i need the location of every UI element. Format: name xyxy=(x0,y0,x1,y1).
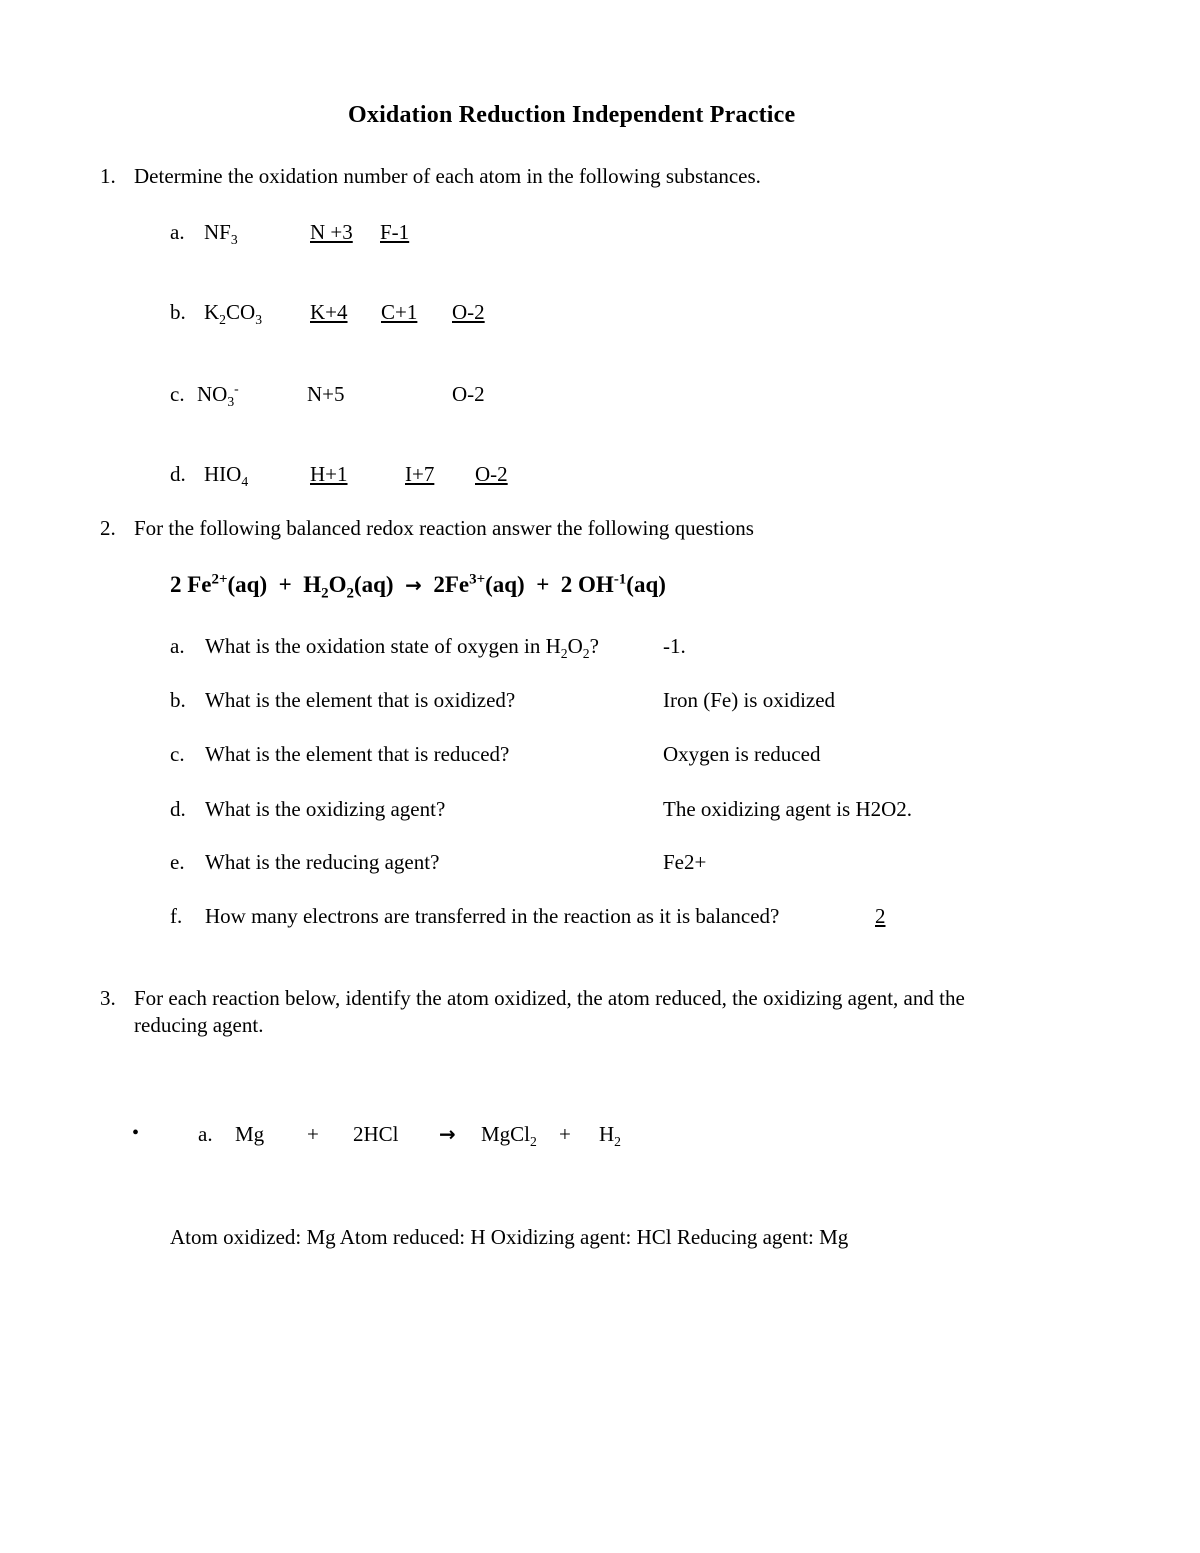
q2-number: 2. xyxy=(100,516,116,540)
q2b-letter: b. xyxy=(170,688,186,712)
q1b-answer-c: C+1 xyxy=(381,300,418,324)
q3-prompt-line2: reducing agent. xyxy=(134,1013,264,1037)
q2f-question: How many electrons are transferred in the reaction as it is balanced? xyxy=(205,904,780,928)
q1c-formula: $NO_3^-$ xyxy=(197,381,239,410)
q2b-question: What is the element that is oxidized? xyxy=(205,688,516,712)
q2d-question: What is the oxidizing agent? xyxy=(205,797,446,821)
q2c-question: What is the element that is reduced? xyxy=(205,742,510,766)
q3a-answer-line: Atom oxidized: Mg Atom reduced: H Oxidizing agent: HCl Reducing agent: Mg xyxy=(170,1225,849,1249)
q1d-answer-o: O-2 xyxy=(475,462,508,486)
q3-prompt-line1: For each reaction below, identify the atom oxidized, the atom reduced, the oxidizing agent, and the xyxy=(134,986,965,1010)
q1d-letter: d. xyxy=(170,462,186,486)
q2a-answer: -1. xyxy=(663,634,686,658)
q1-number: 1. xyxy=(100,164,116,188)
q1c-answer-o: O-2 xyxy=(452,382,485,406)
q1c-answer-n: N+5 xyxy=(307,382,345,406)
q2f-letter: f. xyxy=(170,904,183,928)
q1a-letter: a. xyxy=(170,220,185,244)
q2d-letter: d. xyxy=(170,797,186,821)
q2-prompt: For the following balanced redox reaction answer the following questions xyxy=(134,516,754,540)
q1a-answer-f: F-1 xyxy=(380,220,410,244)
q1a-answer-n: N +3 xyxy=(310,220,353,244)
q1c-letter: c. xyxy=(170,382,185,406)
q1d-answer-i: I+7 xyxy=(405,462,435,486)
q2c-letter: c. xyxy=(170,742,185,766)
arrow-icon: → xyxy=(405,573,422,597)
q2d-answer: The oxidizing agent is H2O2. xyxy=(663,797,913,821)
q3a-plus-2: + xyxy=(559,1122,571,1146)
redox-equation: 2 $Fe^{2+}(aq) + H_2O_2(aq) \to 2Fe^{3+}(aq) + 2$ $OH^{-1}(aq)$ xyxy=(170,571,666,602)
q3a-reactant-hcl: 2HCl xyxy=(353,1122,399,1146)
q3a-letter: a. xyxy=(198,1122,213,1146)
q3a-product-h2: $H_2$ xyxy=(599,1122,621,1150)
q1b-answer-o: O-2 xyxy=(452,300,485,324)
q3a-plus-1: + xyxy=(307,1122,319,1146)
q2f-answer: 2 xyxy=(875,904,886,928)
q1b-letter: b. xyxy=(170,300,186,324)
page-title: Oxidation Reduction Independent Practice xyxy=(348,102,796,128)
q1a-formula: $NF_3$ xyxy=(204,220,238,248)
q2a-question: What is the oxidation state of oxygen in $H_2O_2$? xyxy=(205,634,599,662)
q2b-answer: Iron (Fe) is oxidized xyxy=(663,688,836,712)
q2c-answer: Oxygen is reduced xyxy=(663,742,821,766)
q1b-formula: $K_2CO_3$ xyxy=(204,300,263,328)
q2e-letter: e. xyxy=(170,850,185,874)
q2e-question: What is the reducing agent? xyxy=(205,850,440,874)
q2a-letter: a. xyxy=(170,634,185,658)
bullet-icon: • xyxy=(132,1122,140,1144)
q3a-reactant-mg: Mg xyxy=(235,1122,265,1146)
q3-number: 3. xyxy=(100,986,116,1010)
q2e-answer: Fe2+ xyxy=(663,850,707,874)
q1d-answer-h: H+1 xyxy=(310,462,348,486)
q3a-product-mgcl2: MgCl$_2$ xyxy=(481,1122,537,1150)
arrow-icon: → xyxy=(439,1122,456,1146)
q1d-formula: $HIO_4$ xyxy=(204,462,249,490)
q1-prompt: Determine the oxidation number of each atom in the following substances. xyxy=(134,164,761,188)
q1b-answer-k: K+4 xyxy=(310,300,348,324)
